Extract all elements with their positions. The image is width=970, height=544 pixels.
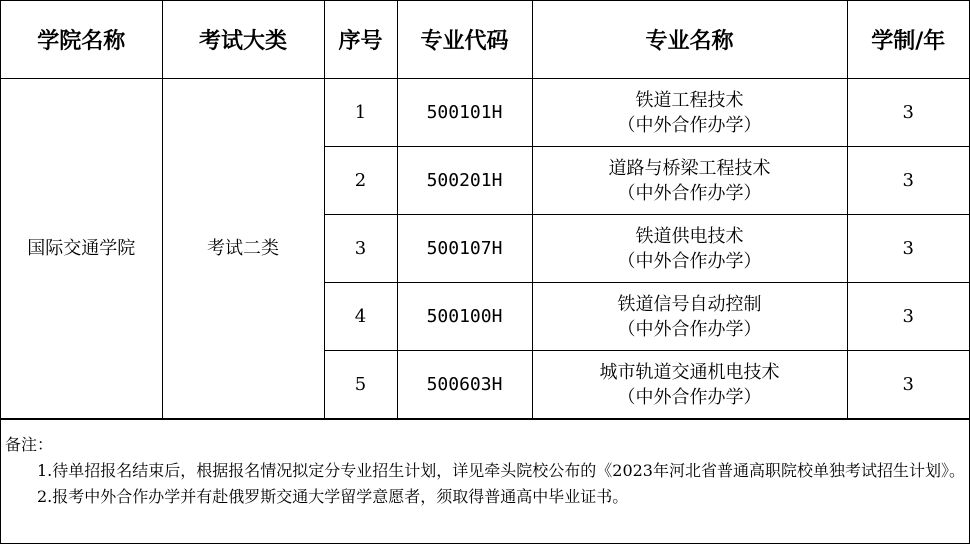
college-cell: 国际交通学院 <box>1 79 162 419</box>
major-name: 铁道信号自动控制 <box>617 293 762 315</box>
major-name-cell <box>532 351 847 419</box>
major-program-note: （中外合作办学） <box>617 250 762 272</box>
row-number: 4 <box>324 283 397 351</box>
major-program-note: （中外合作办学） <box>617 182 762 204</box>
major-code: 500107H <box>397 215 532 283</box>
remark-item-1: 1.待单招报名结束后，根据报名情况拟定分专业招生计划，详见牵头院校公布的《2023年河北省普通高职院校单独考试招生计划》。 <box>37 461 965 480</box>
major-name: 铁道工程技术 <box>635 89 744 111</box>
major-name: 城市轨道交通机电技术 <box>599 361 780 383</box>
row-number: 1 <box>324 79 397 147</box>
remarks-section <box>1 419 969 510</box>
table-header-row <box>1 1 969 79</box>
major-name: 铁道供电技术 <box>635 225 744 247</box>
major-name-cell <box>532 79 847 147</box>
header-major-code: 专业代码 <box>397 1 532 79</box>
row-number: 5 <box>324 351 397 419</box>
category-cell: 考试二类 <box>162 79 324 419</box>
major-table <box>1 1 969 419</box>
duration-years: 3 <box>847 351 969 419</box>
major-name: 道路与桥梁工程技术 <box>608 157 771 179</box>
header-duration: 学制/年 <box>847 1 969 79</box>
major-program-note: （中外合作办学） <box>617 386 762 408</box>
header-college: 学院名称 <box>1 1 162 79</box>
major-name-cell <box>532 283 847 351</box>
major-program-note: （中外合作办学） <box>617 114 762 136</box>
duration-years: 3 <box>847 147 969 215</box>
major-code: 500101H <box>397 79 532 147</box>
duration-years: 3 <box>847 283 969 351</box>
major-name-cell <box>532 215 847 283</box>
header-category: 考试大类 <box>162 1 324 79</box>
major-code: 500603H <box>397 351 532 419</box>
table-row <box>1 79 969 147</box>
major-code: 500201H <box>397 147 532 215</box>
row-number: 3 <box>324 215 397 283</box>
header-number: 序号 <box>324 1 397 79</box>
major-program-note: （中外合作办学） <box>617 318 762 340</box>
duration-years: 3 <box>847 79 969 147</box>
row-number: 2 <box>324 147 397 215</box>
header-major-name: 专业名称 <box>532 1 847 79</box>
duration-years: 3 <box>847 215 969 283</box>
major-code: 500100H <box>397 283 532 351</box>
major-name-cell <box>532 147 847 215</box>
remark-item-2: 2.报考中外合作办学并有赴俄罗斯交通大学留学意愿者，须取得普通高中毕业证书。 <box>37 487 629 506</box>
remarks-title: 备注： <box>5 435 54 454</box>
